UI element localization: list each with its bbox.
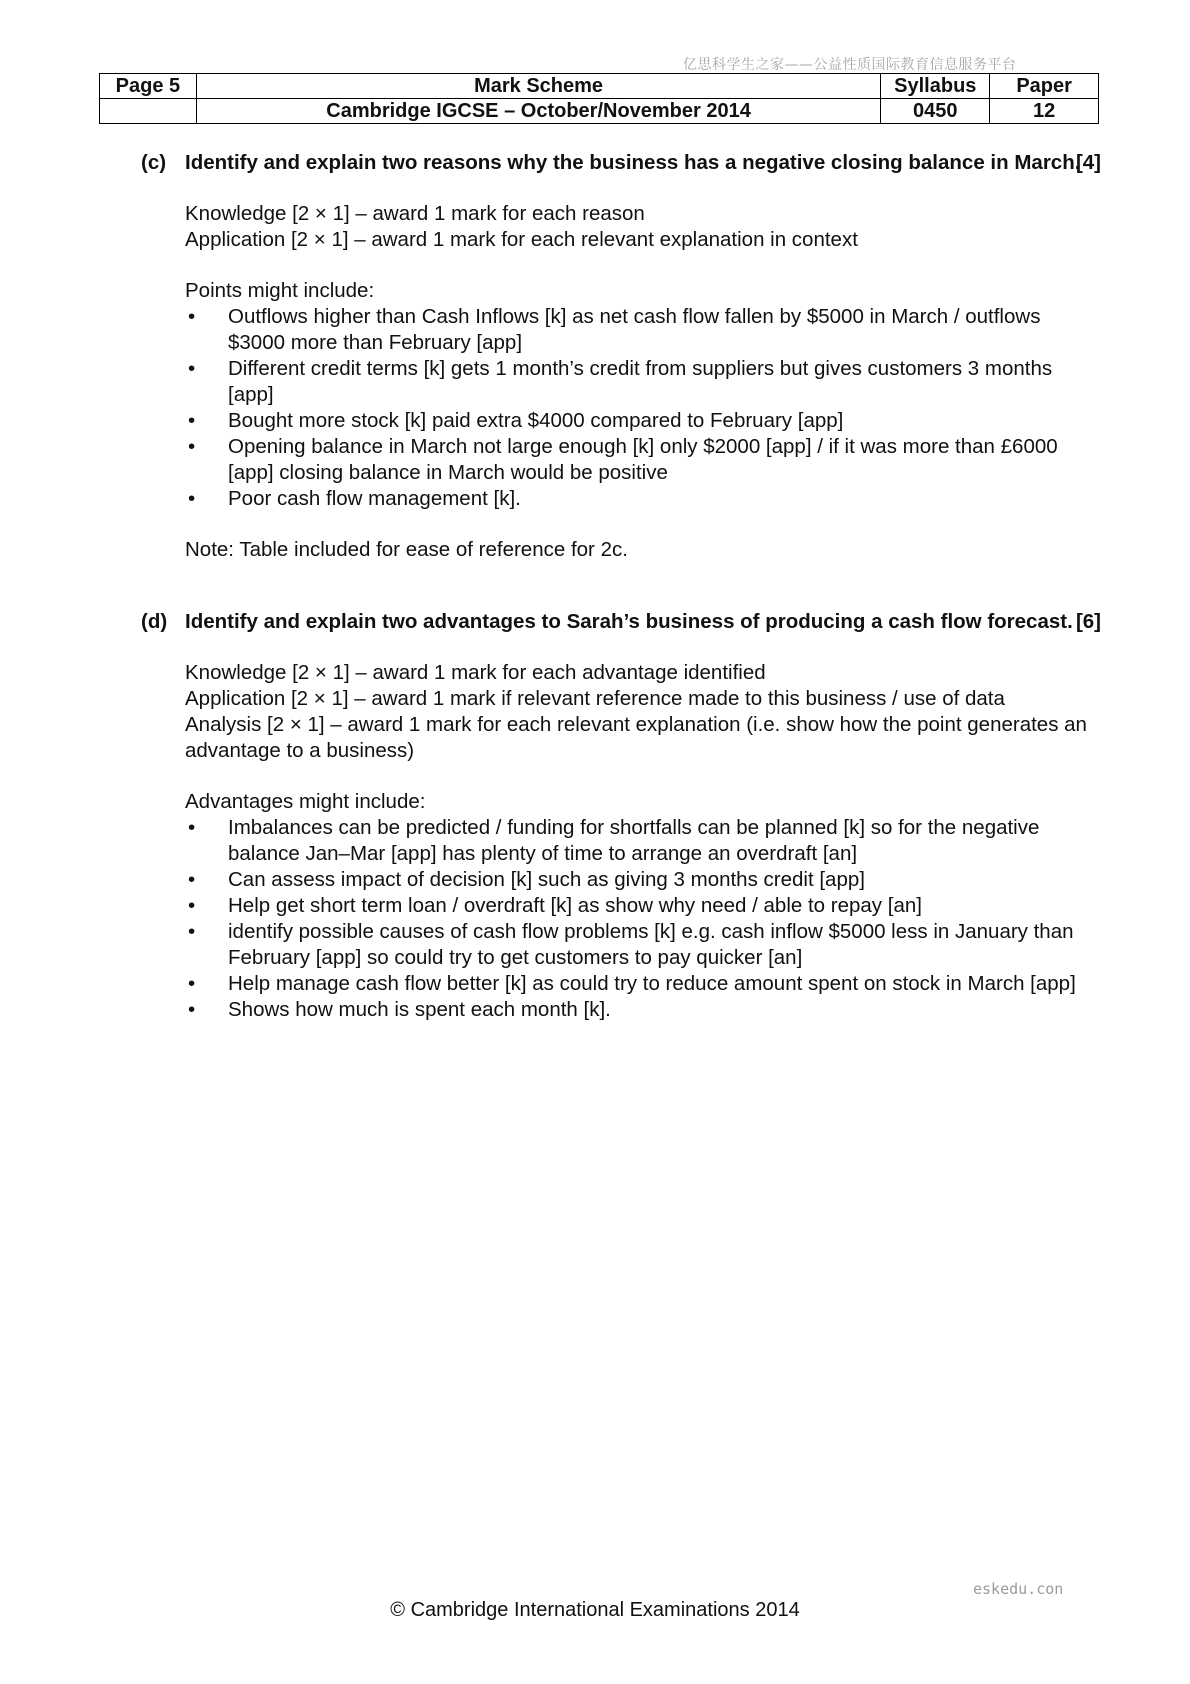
question-c-text: Identify and explain two reasons why the business has a negative closing balance in March. [185, 151, 1081, 174]
criteria-line: Application [2 × 1] – award 1 mark if relevant reference made to this business / use of data [185, 687, 1005, 710]
list-item: • identify possible causes of cash flow problems [k] e.g. cash inflow $5000 less in January than February [app] so could try to get customers to pay quicker [an] [185, 919, 1101, 971]
header-table [99, 73, 1099, 124]
question-d-label: (d) [141, 610, 168, 633]
list-item: • Can assess impact of decision [k] such as giving 3 months credit [app] [185, 867, 1101, 893]
page-number: Page 5 [100, 74, 197, 99]
criteria-line: Knowledge [2 × 1] – award 1 mark for each reason [185, 202, 645, 225]
paper-number: 12 [990, 99, 1099, 124]
question-d [141, 609, 1101, 635]
question-c [141, 150, 1101, 176]
question-d-marks: [6] [1075, 610, 1101, 633]
note: Note: Table included for ease of reference for 2c. [185, 538, 628, 561]
syllabus-code: 0450 [881, 99, 990, 124]
question-c-marks: [4] [1075, 151, 1101, 174]
syllabus-label: Syllabus [881, 74, 990, 99]
list-item: • Opening balance in March not large enough [k] only $2000 [app] / if it was more than £6000 [app] closing balance in March would be positive [185, 434, 1101, 486]
points-list-c [141, 304, 1101, 512]
list-item: • Outflows higher than Cash Inflows [k] as net cash flow fallen by $5000 in March / outflows $3000 more than February [app] [185, 304, 1101, 356]
list-item: • Imbalances can be predicted / funding for shortfalls can be planned [k] so for the negative balance Jan–Mar [app] has plenty of time to arrange an overdraft [an] [185, 815, 1101, 867]
criteria-line: Knowledge [2 × 1] – award 1 mark for each advantage identified [185, 661, 766, 684]
points-list-d [141, 815, 1101, 1023]
list-item: • Shows how much is spent each month [k]. [185, 997, 1101, 1023]
criteria-line: Application [2 × 1] – award 1 mark for each relevant explanation in context [185, 228, 858, 251]
empty-cell [100, 99, 197, 124]
points-intro: Advantages might include: [185, 790, 426, 813]
list-item: • Different credit terms [k] gets 1 month’s credit from suppliers but gives customers 3 months [app] [185, 356, 1101, 408]
paper-label: Paper [990, 74, 1099, 99]
list-item: • Bought more stock [k] paid extra $4000 compared to February [app] [185, 408, 1101, 434]
criteria-line: Analysis [2 × 1] – award 1 mark for each relevant explanation (i.e. show how the point generates an advantage to a business) [185, 713, 1087, 762]
list-item: • Help manage cash flow better [k] as could try to reduce amount spent on stock in March [app] [185, 971, 1101, 997]
watermark-bottom: eskedu.con [973, 1580, 1064, 1598]
mark-scheme-content [141, 150, 1101, 1023]
list-item: • Help get short term loan / overdraft [k] as show why need / able to repay [an] [185, 893, 1101, 919]
copyright-footer: © Cambridge International Examinations 2014 [390, 1599, 800, 1621]
question-c-label: (c) [141, 151, 167, 174]
list-item: • Poor cash flow management [k]. [185, 486, 1101, 512]
points-intro: Points might include: [185, 279, 375, 302]
question-d-text: Identify and explain two advantages to Sarah’s business of producing a cash flow forecast. [185, 610, 1073, 633]
watermark-top: 亿思科学生之家——公益性质国际教育信息服务平台 [683, 57, 1017, 73]
exam-name: Cambridge IGCSE – October/November 2014 [196, 99, 881, 124]
document-title: Mark Scheme [196, 74, 881, 99]
